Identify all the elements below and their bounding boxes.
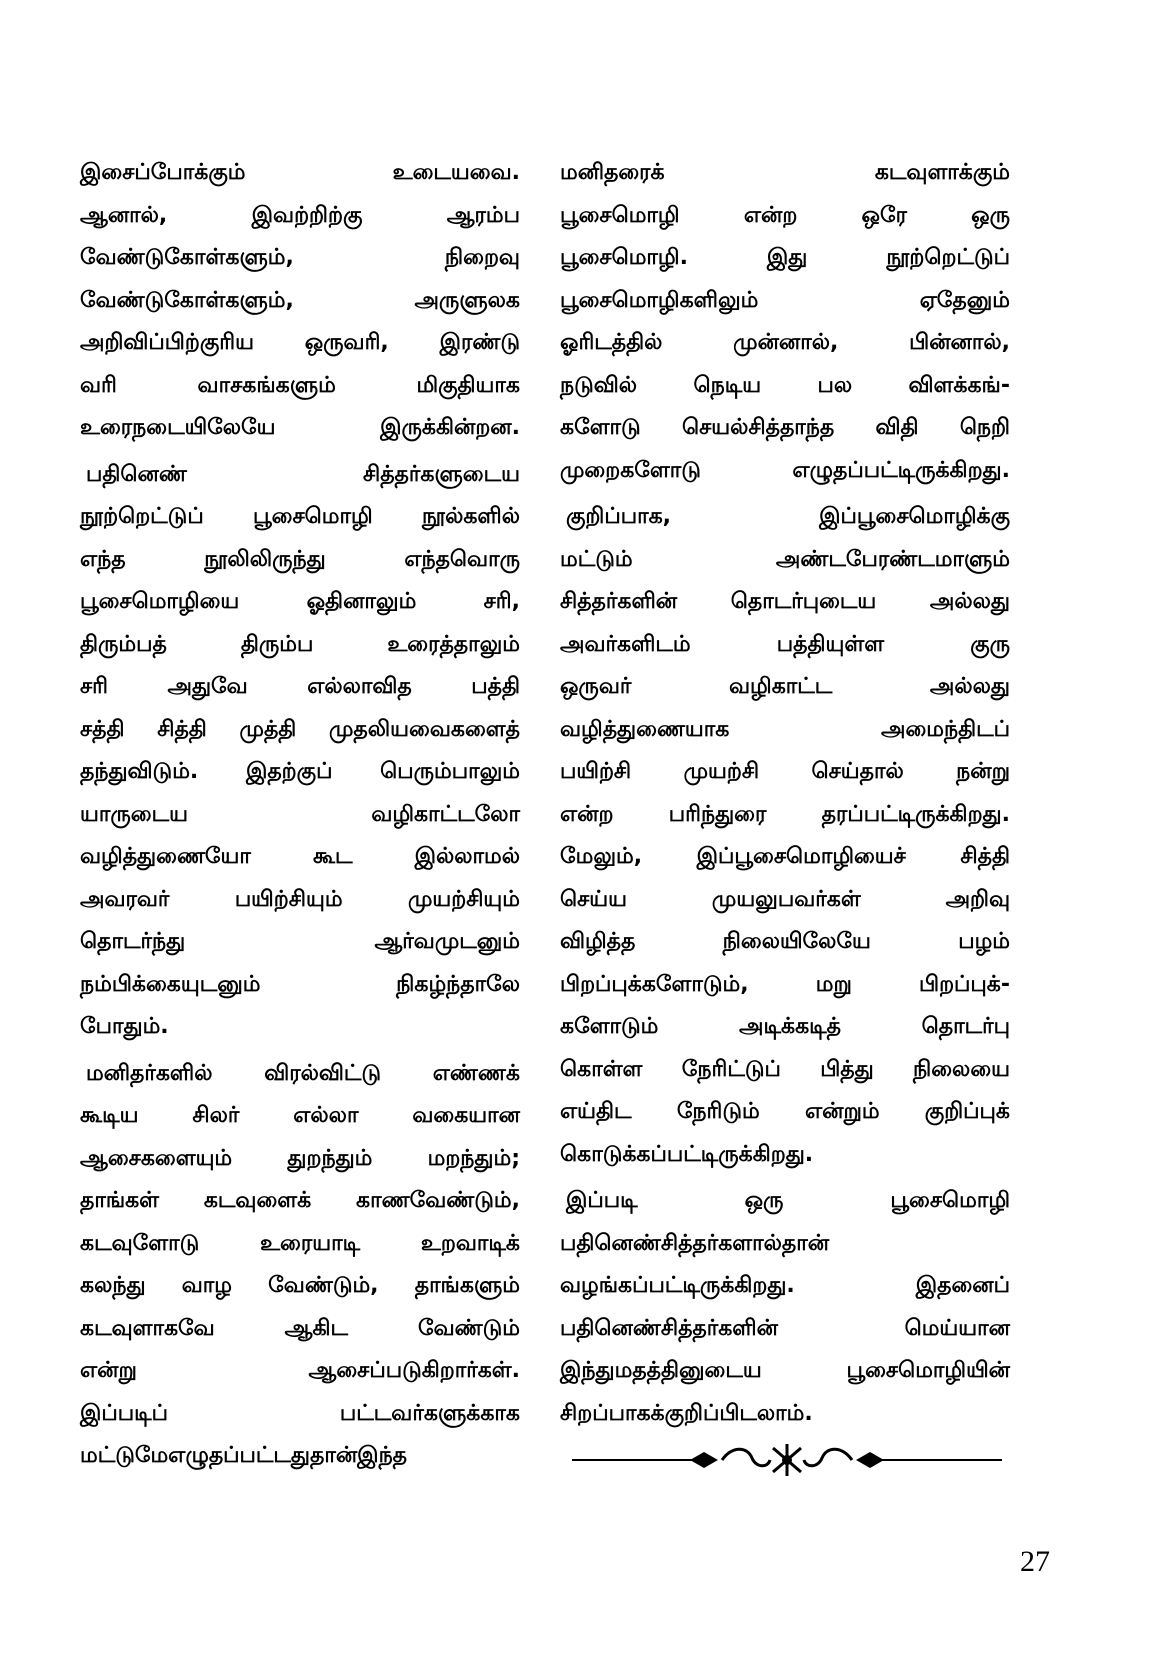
text-line (80, 709, 520, 752)
text-line (80, 921, 520, 964)
word: அருளுலக (414, 287, 520, 313)
word: கடவுளாகவே (80, 1315, 215, 1341)
word: நேரிட்டுப் (681, 1056, 781, 1082)
word: செயல்சித்தாந்த (681, 415, 835, 440)
text-line (80, 1435, 520, 1478)
text-line (560, 365, 1010, 408)
word: கொள்ள (560, 1056, 643, 1082)
word: இதனைப் (915, 1273, 1010, 1298)
word: முறைகளோடு (560, 457, 701, 483)
word: பயிற்சி (560, 759, 632, 784)
text-line (80, 794, 520, 837)
text-line (80, 624, 520, 667)
word: இப்பூசைமொழிக்கு (819, 504, 1010, 529)
word: கடவுளோடு (80, 1230, 200, 1256)
text-line (80, 836, 520, 879)
word: காணவேண்டும், (356, 1188, 520, 1213)
word: நூற்றெட்டுப் (886, 245, 1010, 270)
text-line (80, 237, 520, 280)
text-line (560, 666, 1010, 709)
text-line (80, 496, 520, 539)
text-line (80, 1350, 520, 1393)
word: ஆகிட (284, 1315, 349, 1341)
word: குறிப்புக் (924, 1099, 1010, 1124)
word: சித்தி (960, 844, 1010, 869)
text-line (560, 280, 1010, 323)
word: என்ற (743, 202, 798, 228)
text-line (560, 237, 1010, 280)
word: முயலுபவர்கள் (711, 886, 861, 912)
word: இதற்குப் (245, 759, 333, 784)
word: கொடுக்கப்பட்டிருக்கிறது. (560, 1141, 814, 1167)
text-line (80, 1138, 520, 1181)
text-line (80, 581, 520, 624)
word: இப்படி (566, 1188, 638, 1213)
word: இந்துமதத்தினுடைய (560, 1358, 762, 1383)
word: உரைத்தாலும் (387, 631, 520, 657)
word: பட்டவர்களுக்காக (339, 1400, 520, 1426)
word: எய்திட (560, 1099, 632, 1124)
text-line (560, 1134, 1010, 1177)
word: பூசைமொழிகளிலும் (560, 287, 759, 313)
word: பின்னால், (909, 330, 1010, 355)
text-line (80, 195, 520, 238)
word: மனிதர்களில் (86, 1060, 213, 1086)
word: உரைநடையிலேயே (80, 415, 276, 440)
word: அறிவு (945, 886, 1010, 912)
word: குறிப்பிடலாம். (664, 1400, 813, 1426)
word: சரி, (483, 589, 520, 614)
text-line (560, 879, 1010, 922)
word: பல (817, 372, 853, 398)
word: கூடிய (80, 1103, 139, 1128)
word: சித்தி (157, 716, 207, 742)
right-column (560, 152, 1010, 1435)
text-line (80, 322, 520, 365)
text-line (80, 407, 520, 450)
text-line (80, 1308, 520, 1351)
word: என்றும் (804, 1099, 880, 1124)
word: என்று (80, 1358, 137, 1383)
word: பழம் (958, 929, 1010, 954)
word: பூசைமொழி (253, 504, 373, 529)
word: முத்தி (239, 716, 297, 742)
word: எந்தவொரு (404, 546, 520, 572)
text-line (560, 407, 1010, 450)
text-line (80, 365, 520, 408)
word: வழிகாட்டலோ (371, 801, 520, 827)
text-line (560, 921, 1010, 964)
word: அவரவர் (80, 886, 170, 912)
word: இல்லாமல் (414, 844, 520, 869)
word: வரி (80, 372, 117, 398)
word: கூட (312, 844, 353, 869)
word: சிறப்பாகக் (560, 1400, 665, 1426)
text-line (560, 1350, 1010, 1393)
word: நிகழ்ந்தாலே (396, 971, 520, 997)
word: மேலும், (560, 844, 643, 869)
word: எழுதப்பட்டிருக்கிறது. (792, 457, 1010, 483)
word: இந்த (357, 1443, 408, 1468)
word: விழித்த (560, 929, 636, 954)
text-line (80, 879, 520, 922)
word: நன்று (956, 759, 1010, 784)
word: வழித்துணையோ (80, 844, 251, 869)
word: தாங்களும் (414, 1273, 520, 1298)
word: பிறப்புக்- (919, 971, 1010, 997)
text-line (80, 454, 520, 497)
word: பரிந்துரை (668, 801, 767, 827)
word: பதினெண்சித்தர்களால்தான் (560, 1230, 830, 1256)
word: ஒருவரி, (304, 330, 389, 355)
text-line (80, 152, 520, 195)
word: விதி (875, 415, 919, 440)
word: வழித்துணையாக (560, 716, 730, 742)
word: போதும். (80, 1014, 169, 1039)
word: ஆரம்ப (446, 202, 520, 228)
word: முயற்சியும் (407, 886, 520, 912)
word: பூசைமொழி. (560, 245, 688, 270)
word: ஓதினாலும் (306, 589, 417, 614)
word: செய்தால் (811, 759, 904, 784)
word: ஆனால், (80, 202, 168, 228)
word: வகையான (412, 1103, 520, 1128)
word: வேண்டும், (268, 1273, 379, 1298)
word: திரும்பத் (80, 631, 167, 657)
ornament-divider-icon (572, 1440, 1002, 1480)
word: களோடும் (560, 1014, 659, 1039)
word: நூல்களில் (421, 504, 520, 529)
word: பூசைமொழியை (80, 589, 240, 614)
word: பூசைமொழி (890, 1188, 1010, 1213)
word: வேண்டுகோள்களும், (80, 245, 294, 270)
word: பத்தி (471, 674, 520, 699)
text-line (80, 539, 520, 582)
word: ஏதேனும் (919, 287, 1010, 313)
text-line (560, 450, 1010, 493)
word: நிறைவு (444, 245, 520, 270)
word: இவற்றிற்கு (251, 202, 363, 228)
word: பித்து (820, 1056, 874, 1082)
word: என்ற (560, 801, 614, 827)
word: அடிக்கடித் (739, 1014, 841, 1039)
word: மறு (815, 971, 852, 997)
text-line (560, 1393, 1010, 1436)
word: முதலியவைகளைத் (329, 716, 520, 742)
word: வேண்டுகோள்களும், (80, 287, 294, 313)
word: அமைந்திடப் (881, 716, 1010, 742)
word: தாங்கள் (80, 1188, 160, 1213)
text-line (80, 1006, 520, 1049)
word: அண்டபேரண்டமாளும் (775, 546, 1010, 572)
text-line (560, 1265, 1010, 1308)
word: நம்பிக்கையுடனும் (80, 971, 261, 997)
word: நூலிலிருந்து (204, 546, 326, 572)
word: எல்லா (293, 1103, 359, 1128)
word: உரையாடி (260, 1230, 361, 1256)
text-line (560, 964, 1010, 1007)
word: தொடர்பு (921, 1014, 1010, 1039)
text-line (560, 1180, 1010, 1223)
word: பெரும்பாலும் (380, 759, 520, 784)
text-line (560, 152, 1010, 195)
word: துறந்தும் (287, 1145, 373, 1171)
left-column (80, 152, 520, 1478)
word: எழுதப்பட்டதுதான் (168, 1443, 358, 1468)
word: தந்துவிடும். (80, 759, 199, 784)
word: வாசகங்களும் (197, 372, 336, 398)
word: கடவுளாக்கும் (874, 160, 1010, 185)
word: இப்பூசைமொழியைச் (696, 844, 906, 869)
text-line (80, 666, 520, 709)
text-line (80, 1095, 520, 1138)
word: ஒருவர் (560, 674, 632, 699)
word: இது (766, 245, 808, 270)
word: கலந்து (80, 1273, 146, 1298)
word: ஒரு (744, 1188, 784, 1213)
word: இரண்டு (439, 330, 520, 355)
word: வழிகாட்ட (729, 674, 833, 699)
word: பூசைமொழியின் (846, 1358, 1010, 1383)
word: எல்லாவித (307, 674, 412, 699)
word: அல்லது (929, 674, 1010, 699)
text-line (560, 322, 1010, 365)
word: தொடர்ந்து (80, 929, 186, 954)
word: பயிற்சியும் (234, 886, 343, 912)
text-line (560, 1049, 1010, 1092)
word: எண்ணக் (432, 1060, 520, 1086)
word: அறிவிப்பிற்குரிய (80, 330, 254, 355)
word: ஆசைகளையும் (80, 1145, 233, 1171)
word: எந்த (80, 546, 126, 572)
text-line (560, 195, 1010, 238)
word: சிலர் (192, 1103, 240, 1128)
text-line (80, 1223, 520, 1266)
text-line (80, 280, 520, 323)
word: குரு (970, 631, 1010, 657)
word: யாருடைய (80, 801, 188, 827)
text-line (560, 624, 1010, 667)
text-line (560, 496, 1010, 539)
word: மறந்தும்; (427, 1145, 520, 1171)
word: நிலையை (913, 1056, 1010, 1082)
text-line (560, 794, 1010, 837)
word: செய்ய (560, 886, 628, 912)
word: ஆசைப்படுகிறார்கள். (308, 1358, 520, 1383)
text-line (560, 751, 1010, 794)
word: ஒரு (971, 202, 1010, 228)
word: மிகுதியாக (416, 372, 520, 398)
word: முயற்சி (683, 759, 760, 784)
word: வாழ (181, 1273, 232, 1298)
page-number: 27 (1020, 1545, 1050, 1578)
word: சித்தர்களுடைய (362, 461, 520, 487)
text-line (560, 1091, 1010, 1134)
word: அவர்களிடம் (560, 631, 691, 657)
word: நிலையிலேயே (722, 929, 871, 954)
word: நெறி (959, 415, 1010, 440)
word: திரும்ப (240, 631, 314, 657)
word: கடவுளைக் (203, 1188, 312, 1213)
word: நடுவில் (560, 372, 638, 398)
word: பூசைமொழி (560, 202, 680, 228)
word: பதினெண்சித்தர்களின் (560, 1315, 778, 1341)
text-line (560, 581, 1010, 624)
word: உறவாடிக் (420, 1230, 520, 1256)
text-line (80, 1265, 520, 1308)
word: இசைப்போக்கும் (80, 160, 246, 185)
text-line (560, 1006, 1010, 1049)
word: முன்னால், (733, 330, 839, 355)
word: பிறப்புக்களோடும், (560, 971, 749, 997)
word: சத்தி (80, 716, 125, 742)
text-line (80, 964, 520, 1007)
word: அதுவே (167, 674, 248, 699)
text-line (560, 1308, 1010, 1351)
word: பதினெண் (86, 461, 187, 487)
text-line (80, 1180, 520, 1223)
text-line (560, 836, 1010, 879)
text-line (560, 709, 1010, 752)
word: நூற்றெட்டுப் (80, 504, 204, 529)
word: சித்தர்களின் (560, 589, 678, 614)
word: ஒரே (861, 202, 907, 228)
word: களோடு (560, 415, 641, 440)
word: தொடர்புடைய (730, 589, 877, 614)
word: மட்டும் (560, 546, 633, 572)
word: மட்டுமே (80, 1443, 169, 1468)
text-line (560, 1223, 1010, 1266)
word: வழங்கப்பட்டிருக்கிறது. (560, 1273, 795, 1298)
word: ஆர்வமுடனும் (374, 929, 520, 954)
text-line (80, 1053, 520, 1096)
text-line (80, 751, 520, 794)
word: உடையவை. (392, 160, 520, 185)
word: மெய்யான (904, 1315, 1010, 1341)
word: இருக்கின்றன. (380, 415, 520, 440)
word: அல்லது (929, 589, 1010, 614)
text-line (560, 539, 1010, 582)
word: விளக்கங்- (908, 372, 1010, 398)
word: குறிப்பாக, (566, 504, 672, 529)
word: நேரிடும் (676, 1099, 760, 1124)
word: ஓரிடத்தில் (560, 330, 663, 355)
word: தரப்பட்டிருக்கிறது. (821, 801, 1010, 827)
word: வேண்டும் (417, 1315, 520, 1341)
word: பத்தியுள்ள (776, 631, 885, 657)
text-line (80, 1393, 520, 1436)
word: நெடிய (693, 372, 762, 398)
word: விரல்விட்டு (264, 1060, 382, 1086)
word: இப்படிப் (80, 1400, 169, 1426)
word: சரி (80, 674, 109, 699)
word: மனிதரைக் (560, 160, 665, 185)
